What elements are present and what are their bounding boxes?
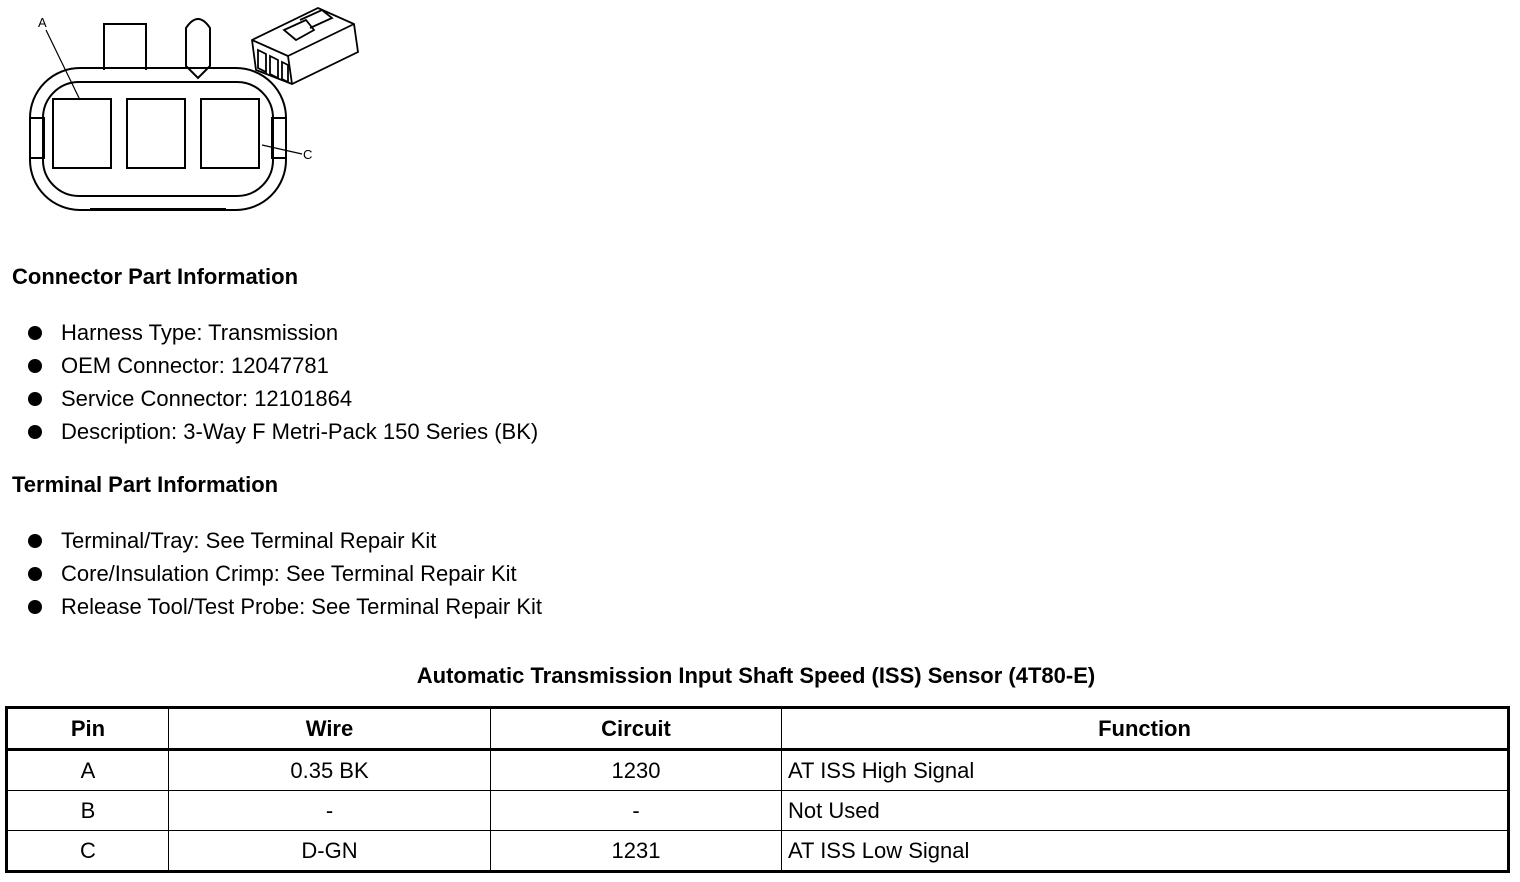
wire-cell: 0.35 BK [169, 750, 491, 791]
cavity-b [127, 99, 185, 168]
list-item: Release Tool/Test Probe: See Terminal Repair Kit [28, 590, 542, 623]
terminal-info-list [28, 524, 542, 623]
list-item: Terminal/Tray: See Terminal Repair Kit [28, 524, 542, 557]
connector-info-list [28, 316, 538, 448]
connector-key-tab [186, 19, 210, 78]
column-header-pin: Pin [7, 708, 169, 750]
list-item: OEM Connector: 12047781 [28, 349, 538, 382]
function-cell: Not Used [782, 791, 1509, 831]
table-row [7, 750, 1509, 791]
bullet-icon [28, 359, 42, 373]
terminal-info-heading: Terminal Part Information [12, 472, 279, 497]
list-item: Service Connector: 12101864 [28, 382, 538, 415]
bullet-icon [28, 425, 42, 439]
column-header-wire: Wire [169, 708, 491, 750]
table-title: Automatic Transmission Input Shaft Speed (ISS) Sensor (4T80-E) [416, 663, 1096, 688]
connector-info-heading: Connector Part Information [12, 264, 299, 289]
connector-side-notch-right [272, 118, 286, 158]
table-row [7, 791, 1509, 831]
bullet-icon [28, 392, 42, 406]
pin-cell: C [7, 831, 169, 872]
circuit-cell: 1231 [491, 831, 782, 872]
list-item: Core/Insulation Crimp: See Terminal Repair Kit [28, 557, 542, 590]
connector-lock-tab [104, 24, 146, 70]
cavity-c [201, 99, 259, 168]
circuit-cell: 1230 [491, 750, 782, 791]
bullet-icon [28, 534, 42, 548]
table-row [7, 831, 1509, 872]
pin-cell: A [7, 750, 169, 791]
cavity-a [53, 99, 111, 168]
column-header-function: Function [782, 708, 1509, 750]
wire-cell: D-GN [169, 831, 491, 872]
connector-outer-body [30, 68, 286, 210]
connector-face-diagram [0, 0, 380, 225]
connector-side-notch-left [30, 118, 44, 158]
list-item: Description: 3-Way F Metri-Pack 150 Series (BK) [28, 415, 538, 448]
wire-cell: - [169, 791, 491, 831]
bullet-icon [28, 567, 42, 581]
connector-perspective-icon [252, 8, 358, 84]
list-item: Harness Type: Transmission [28, 316, 538, 349]
table-header-row [7, 708, 1509, 750]
column-header-circuit: Circuit [491, 708, 782, 750]
pin-cell: B [7, 791, 169, 831]
pinout-table [5, 706, 1510, 873]
pin-label-c: C [303, 147, 313, 162]
bullet-icon [28, 600, 42, 614]
bullet-icon [28, 326, 42, 340]
leader-line-a [46, 30, 80, 100]
pin-label-a: A [38, 15, 47, 30]
function-cell: AT ISS High Signal [782, 750, 1509, 791]
function-cell: AT ISS Low Signal [782, 831, 1509, 872]
circuit-cell: - [491, 791, 782, 831]
leader-line-c [262, 145, 302, 154]
